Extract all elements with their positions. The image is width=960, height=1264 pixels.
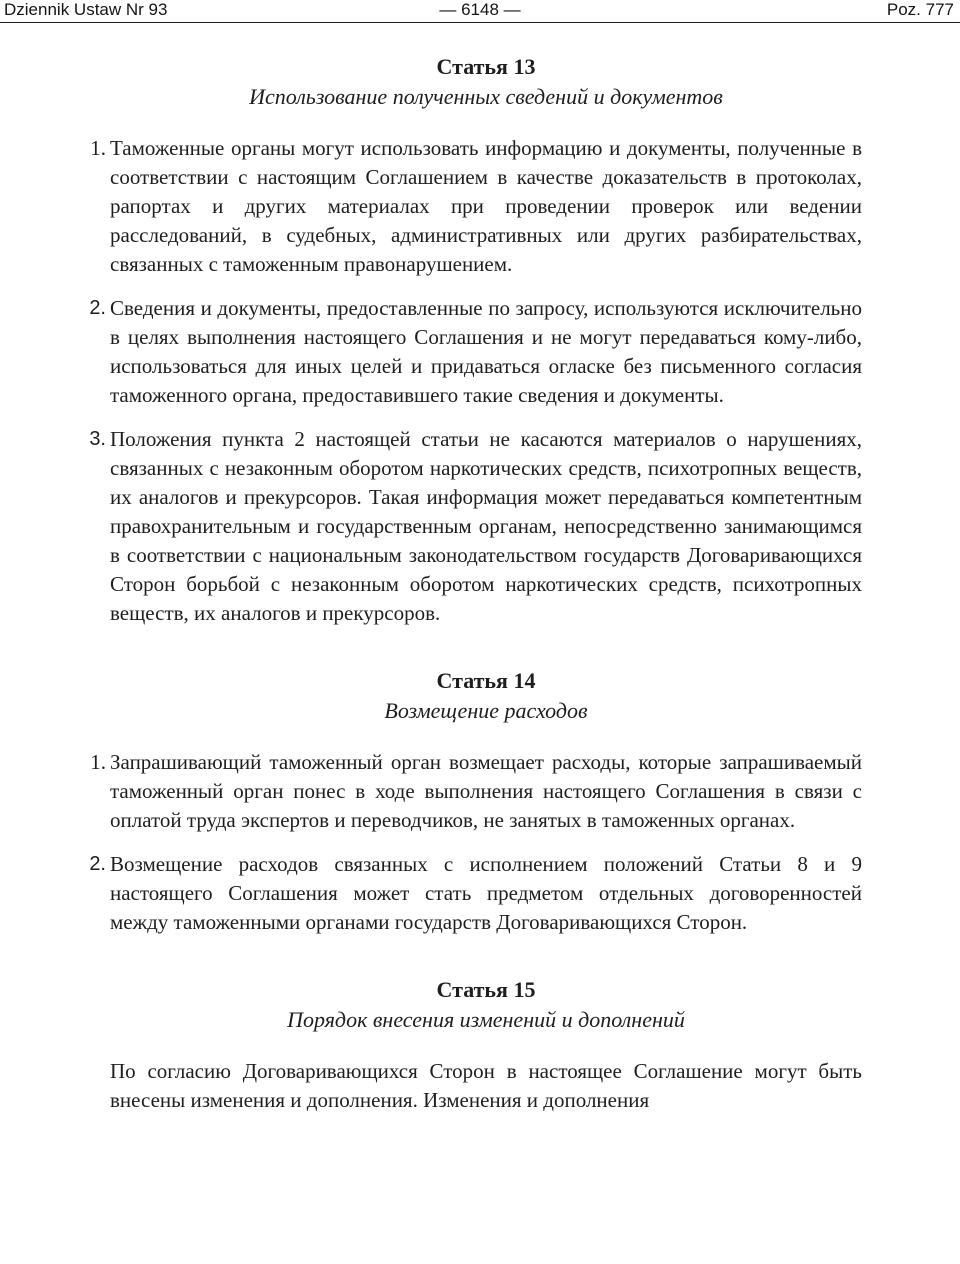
article-15-title: Статья 15 xyxy=(436,977,536,1002)
paragraph-text: Положения пункта 2 настоящей статьи не касаются материалов о нарушениях, связанных с незаконным оборотом наркотических средств, психотропных веществ, их аналогов и прекурсоров. Такая информация может передаваться компетентным правохранительным и государственным органам, непосредственно занимающимся в соответствии с национальным законодательством государств Договаривающихся Сторон борьбой с незаконным оборотом наркотических средств, психотропных веществ, их аналогов и прекурсоров. xyxy=(110,427,862,625)
article-13-paragraph-1 xyxy=(90,134,862,279)
paragraph-number: 1. xyxy=(90,750,106,774)
paragraph-number: 3. xyxy=(89,428,106,450)
article-15-subtitle: Порядок внесения изменений и дополнений xyxy=(287,1007,685,1032)
paragraph-text: Возмещение расходов связанных с исполнением положений Статьи 8 и 9 настоящего Соглашения может стать предметом отдельных договоренностей между таможенными органами государств Договаривающихся Сторон. xyxy=(110,852,862,934)
page-number: — 6148 — xyxy=(439,0,521,19)
article-13-paragraph-2 xyxy=(89,294,862,410)
paragraph-number: 2. xyxy=(89,297,106,319)
paragraph-text: Запрашивающий таможенный орган возмещает расходы, которые запрашиваемый таможенный орган понес в ходе выполнения настоящего Соглашения в связи с оплатой труда экспертов и переводчиков, не занятых в таможенных органах. xyxy=(110,750,862,832)
article-14 xyxy=(89,666,862,937)
paragraph-text: Таможенные органы могут использовать информацию и документы, полученные в соответствии с настоящим Соглашением в качестве доказательств в протоколах, рапортах и других материалах при проведении проверок или ведении расследований, в судебных, административных или других разбирательствах, связанных с таможенным правонарушением. xyxy=(110,136,862,276)
article-15 xyxy=(110,975,862,1115)
document-body xyxy=(89,52,862,1115)
article-14-paragraph-2 xyxy=(89,850,862,937)
paragraph-number: 1. xyxy=(90,136,106,160)
journal-name: Dziennik Ustaw Nr 93 xyxy=(4,0,168,19)
article-15-paragraph-1 xyxy=(110,1057,862,1115)
position-number: Poz. 777 xyxy=(886,0,954,19)
paragraph-text: По согласию Договаривающихся Сторон в настоящее Соглашение могут быть внесены изменения и дополнения. Изменения и дополнения xyxy=(110,1059,862,1112)
article-13 xyxy=(89,52,862,628)
header-rule xyxy=(0,22,960,23)
article-13-paragraph-3 xyxy=(89,425,862,628)
page-header xyxy=(0,0,960,23)
article-14-subtitle: Возмещение расходов xyxy=(384,698,588,723)
article-13-subtitle: Использование полученных сведений и документов xyxy=(249,84,723,109)
article-13-title: Статья 13 xyxy=(436,54,536,79)
paragraph-number: 2. xyxy=(89,853,106,875)
article-14-paragraph-1 xyxy=(90,748,862,835)
article-14-title: Статья 14 xyxy=(436,668,536,693)
paragraph-text: Сведения и документы, предоставленные по запросу, используются исключительно в целях выполнения настоящего Соглашения и не могут передаваться кому-либо, использоваться для иных целей и придаваться огласке без письменного согласия таможенного органа, предоставившего такие сведения и документы. xyxy=(110,296,862,407)
